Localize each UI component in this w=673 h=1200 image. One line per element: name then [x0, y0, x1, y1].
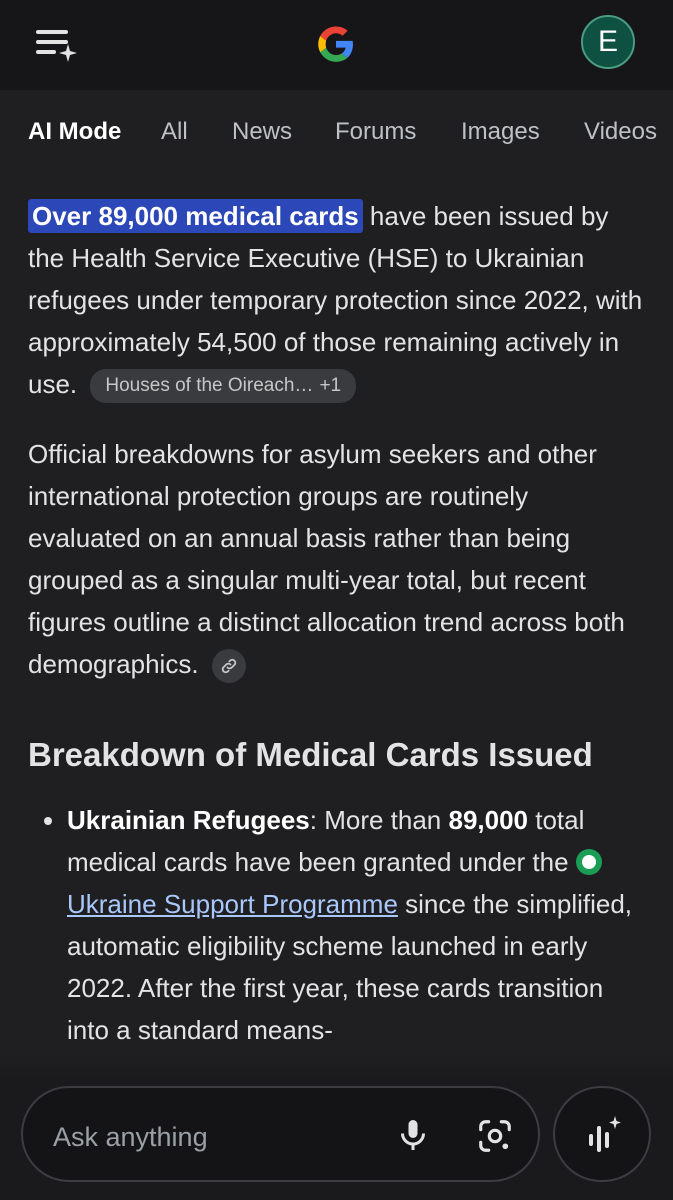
source-chip-label: Houses of the Oireach… — [105, 375, 314, 397]
answer-paragraph-2 — [28, 433, 648, 685]
menu-sparkle-icon[interactable] — [34, 24, 78, 64]
bullet-text: : More than — [309, 805, 449, 835]
source-chip[interactable] — [90, 369, 356, 403]
link-icon[interactable] — [212, 649, 246, 683]
bullet-text: since the simplified, automatic eligibility scheme launched in early 2022. After the first year, these cards transition into a standard means- — [67, 889, 633, 1045]
lens-camera-icon[interactable] — [476, 1117, 514, 1155]
bullet-label: Ukrainian Refugees — [67, 805, 310, 835]
ask-bar — [21, 1086, 540, 1182]
paragraph-text: have been issued by the Health Service Executive (HSE) to Ukrainian refugees under temporary protection since 2022, with approximately 54,500 of those remaining actively in use. — [28, 201, 643, 399]
answer-paragraph-1 — [28, 195, 648, 405]
bullet-text: total medical cards have been granted under the — [67, 805, 585, 877]
tab-news[interactable]: News — [232, 118, 293, 145]
highlighted-text: Over 89,000 medical cards — [28, 199, 363, 233]
bullet-list — [28, 799, 648, 1051]
google-logo[interactable] — [308, 19, 364, 69]
bullet-number: 89,000 — [448, 805, 529, 835]
tab-images[interactable]: Images — [461, 118, 540, 145]
ai-answer — [28, 195, 648, 1051]
ukraine-support-icon — [576, 849, 602, 875]
account-avatar[interactable]: E — [581, 15, 635, 69]
tab-forums[interactable]: Forums — [335, 118, 417, 145]
tab-all[interactable]: All — [161, 118, 188, 145]
paragraph-text: Official breakdowns for asylum seekers and other international protection groups are routinely evaluated on an annual basis rather than being grouped as a singular multi-year total, but recent figures outline a distinct allocation trend across both demographics. — [28, 439, 625, 679]
top-bar — [0, 0, 673, 90]
source-chip-count: +1 — [319, 375, 342, 397]
list-item — [67, 799, 648, 1051]
search-input[interactable] — [51, 1116, 375, 1158]
tab-videos[interactable]: Videos — [584, 118, 657, 145]
search-tabs — [0, 110, 673, 154]
section-heading: Breakdown of Medical Cards Issued — [28, 736, 593, 773]
microphone-icon[interactable] — [395, 1117, 431, 1153]
ukraine-support-link[interactable]: Ukraine Support Programme — [67, 889, 398, 919]
tab-ai-mode[interactable]: AI Mode — [28, 118, 122, 145]
live-voice-icon[interactable] — [553, 1086, 651, 1182]
